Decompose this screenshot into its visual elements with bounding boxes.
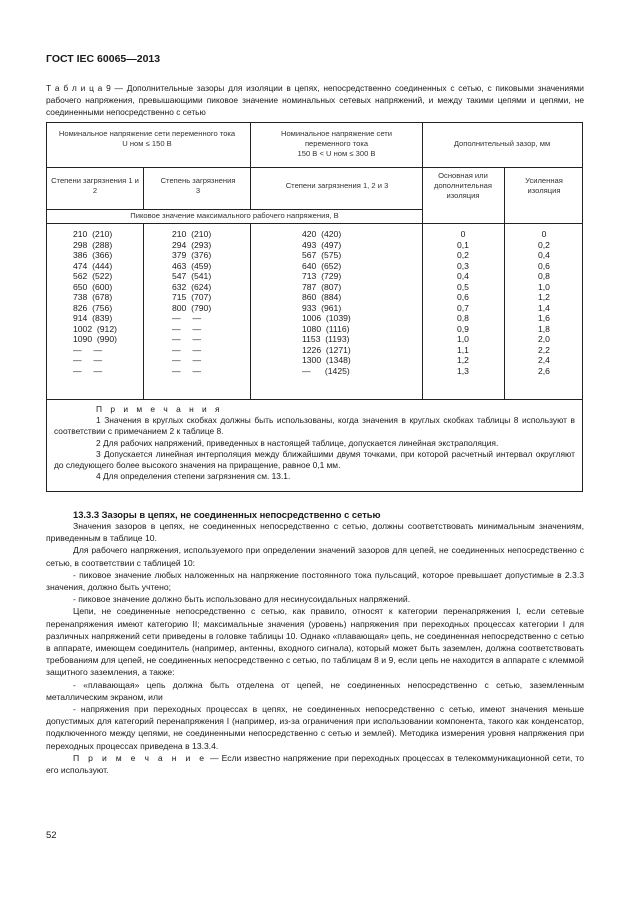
table-cell: 787 (807) [302, 281, 342, 292]
header-group2-cond: 150 В < U ном ≤ 300 В [297, 149, 376, 158]
header-col1: Степени загрязнения 1 и 2 [51, 176, 139, 195]
table-cell: 1,8 [538, 323, 550, 334]
table-cell: 1226 (1271) [302, 344, 351, 355]
table-cell: 0,5 [457, 281, 469, 292]
table-cell: 1,6 [538, 313, 550, 323]
final-note [46, 752, 584, 776]
table-cell: 567 (575) [302, 250, 342, 260]
header-col3: Степени загрязнения 1, 2 и 3 [285, 181, 389, 190]
header-group2 [259, 129, 414, 159]
table-caption [46, 82, 584, 119]
header-peak: Пиковое значение максимального рабочего напряжения, В [130, 211, 339, 220]
table-cell: 474 (444) [73, 260, 113, 271]
table-cell: 738 (678) [73, 292, 113, 302]
table-cell: — — [73, 365, 103, 376]
table-cell: 0,2 [538, 239, 550, 250]
table-cell: 420 (420) [302, 229, 342, 239]
table-cell: 1080 (1116) [302, 323, 350, 334]
table-cell: 294 (293) [172, 239, 212, 250]
table-cell: 1006 (1039) [302, 313, 351, 323]
table-cell: 713 (729) [302, 271, 342, 281]
table-cell: 0 [541, 229, 547, 239]
table-cell: 1090 (990) [73, 334, 117, 344]
final-note-text: — Если известно напряжение при переходных процессах в телекоммуникационной сети, то его используют. [46, 752, 584, 776]
header-group1-text: Номинальное напряжение сети переменного тока [58, 129, 236, 138]
paragraph: Значения зазоров в цепях, не соединенных непосредственно с сетью, должны соответствовать минимальным значениям, приведенным в таблице 10. [46, 521, 584, 544]
table-cell: 933 (961) [302, 302, 342, 313]
table-cell: 0,6 [457, 292, 469, 302]
header-col5: Усиленная изоляция [525, 176, 563, 195]
table-cell: 2,6 [538, 365, 550, 376]
table-cell: 0,9 [457, 323, 469, 334]
table-cell: 0,1 [457, 239, 469, 250]
header-col2: Степень загрязнения 3 [160, 176, 236, 195]
table-cell: 210 (210) [73, 229, 113, 239]
table-cell: — — [73, 355, 103, 365]
table-cell: 0 [460, 229, 466, 239]
table-rule [47, 209, 422, 210]
paragraph: Для рабочего напряжения, используемого при определении значений зазоров для цепей, не соединенных непосредственно с сетью, в соответствии с таблицей 10: [46, 545, 584, 568]
body-text [46, 520, 584, 776]
table-rule [47, 223, 582, 224]
table-cell: 1300 (1348) [302, 355, 351, 365]
table-cell: 650 (600) [73, 281, 113, 292]
column-values-3 [302, 229, 351, 376]
table-cell: 914 (839) [73, 313, 113, 323]
paragraph: - пиковое значение любых наложенных на напряжение постоянного тока пульсаций, которое превышает допустимые в 2.3.3 значения, должно быть учтено; [46, 569, 584, 593]
table-cell: 0,3 [457, 260, 469, 271]
header-group1-cond: U ном ≤ 150 В [122, 139, 172, 148]
note-item: 3 Допускается линейная интерполяция между ближайшими двумя точками, при которой расчетный интервал округляют до следующего более высокого значения на приращение, равное 0,1 мм. [54, 448, 575, 471]
table-cell: 632 (624) [172, 281, 212, 292]
table-cell: 0,8 [457, 313, 469, 323]
table-rule [47, 399, 582, 400]
table-cell: 1,0 [538, 281, 550, 292]
table-cell: 1153 (1193) [302, 334, 350, 344]
table-cell: — — [172, 313, 202, 323]
header-group1 [51, 129, 243, 149]
column-values-4 [422, 229, 504, 376]
table-cell: 1,0 [457, 334, 469, 344]
page-number: 52 [46, 830, 57, 841]
column-values-1 [73, 229, 117, 376]
table-cell: 1,1 [457, 344, 469, 355]
table-cell: 0,4 [457, 271, 469, 281]
final-note-label: П р и м е ч а н и е [73, 752, 208, 763]
table-cell: 1002 (912) [73, 323, 117, 334]
table-cell: 2,4 [538, 355, 550, 365]
table-cell: 493 (497) [302, 239, 342, 250]
caption-label: Т а б л и ц а [46, 83, 103, 93]
table-cell: 0,8 [538, 271, 550, 281]
paragraph: - «плавающая» цепь должна быть отделена от цепей, не соединенных непосредственно с сетью, заземленным металлическим экраном, или [46, 679, 584, 702]
table-notes [46, 404, 583, 482]
table-cell: 1,3 [457, 365, 469, 376]
table-cell: 826 (756) [73, 302, 113, 313]
table-cell: 715 (707) [172, 292, 212, 302]
table-cell: 1,2 [538, 292, 550, 302]
table-cell: 800 (790) [172, 302, 212, 313]
table-cell: 0,4 [538, 250, 550, 260]
note-item: 4 Для определения степени загрязнения см. 13.1. [96, 471, 291, 482]
table-rule [250, 123, 251, 209]
table-cell: — — [172, 365, 202, 376]
note-item: 2 Для рабочих напряжений, приведенных в настоящей таблице, допускается линейная экстраполяция. [96, 437, 499, 448]
section-heading: 13.3.3 Зазоры в цепях, не соединенных непосредственно с сетью [73, 509, 381, 520]
table-cell: 2,2 [538, 344, 550, 355]
table-cell: 0,2 [457, 250, 469, 260]
table-cell: 547 (541) [172, 271, 212, 281]
table-cell: — — [172, 334, 202, 344]
header-group3: Дополнительный зазор, мм [453, 139, 551, 148]
notes-title: П р и м е ч а н и я [96, 404, 223, 414]
table-cell: 860 (884) [302, 292, 342, 302]
table-rule [47, 167, 582, 168]
table-cell: 2,0 [538, 334, 550, 344]
table-cell: — — [73, 344, 103, 355]
column-values-2 [172, 229, 211, 376]
table-cell: — (1425) [302, 365, 350, 376]
table-cell: 386 (366) [73, 250, 113, 260]
table-cell: — — [172, 344, 202, 355]
paragraph: - пиковое значение должно быть использовано для несинусоидальных напряжений. [73, 594, 411, 605]
table-cell: 463 (459) [172, 260, 212, 271]
table-cell: 1,4 [538, 302, 550, 313]
note-item: 1 Значения в круглых скобках должны быть использованы, когда значения в круглых скобках таблицы 8 используют в соответствии с примечанием 2 к таблице 8. [54, 415, 575, 437]
table-rule [143, 167, 144, 209]
table-rule [143, 223, 144, 399]
header-group2-text: Номинальное напряжение сети переменного тока [280, 129, 393, 148]
table-cell: 379 (376) [172, 250, 212, 260]
column-values-5 [504, 229, 584, 376]
table-cell: 562 (522) [73, 271, 113, 281]
table-cell: 1,2 [457, 355, 469, 365]
table-cell: — — [172, 355, 202, 365]
document-header: ГОСТ IEC 60065—2013 [46, 53, 161, 65]
table-rule [250, 223, 251, 399]
header-col4: Основная или дополнительная изоляция [434, 171, 492, 200]
table-cell: 0,6 [538, 260, 550, 271]
paragraph: - напряжения при переходных процессах в цепях, не соединенных непосредственно с сетью, имеют значения меньше допустимых для категорий перенапряжения I (например, из-за ограничения при использовании компонента, такого как конденсатор, подключенного между цепями, не соединенными непосредственно с сетью и землей). Методика измерения уровня напряжения при переходных процессах приведена в 13.3.4. [46, 704, 584, 751]
table-cell: 210 (210) [172, 229, 212, 239]
caption-text: 9 — Дополнительные зазоры для изоляции в цепях, непосредственно соединенных с сетью, с пиковыми значениями рабочего напряжения, превышающими пиковое значение номинальных сетевых напряжений, и между такими цепями и цепями, не соединенными непосредственно с сетью [46, 83, 584, 118]
table-cell: — — [172, 323, 202, 334]
paragraph: Цепи, не соединенные непосредственно с сетью, как правило, относят к категории перенапряжения I, если сетевые перенапряжения имеют категорию II; максимальные значения (уровень) напряжения при переходных процессах категории I для различных напряжений сети приведены в головке таблицы 10. Однако «плавающая» цепь, не соединенная непосредственно с сетью в аппарате, имеющем соединитель (например, антенны, входного сигнала), который может быть заземлен, должна соответствовать требованиям для цепей, не соединенных непосредственно с сетью, по таблицам 8 и 9, если цепь не находится в аппарате с клеммой защитного заземления, а также: [46, 606, 584, 678]
table-cell: 298 (288) [73, 239, 113, 250]
table-cell: 640 (652) [302, 260, 342, 271]
table-cell: 0,7 [457, 302, 469, 313]
